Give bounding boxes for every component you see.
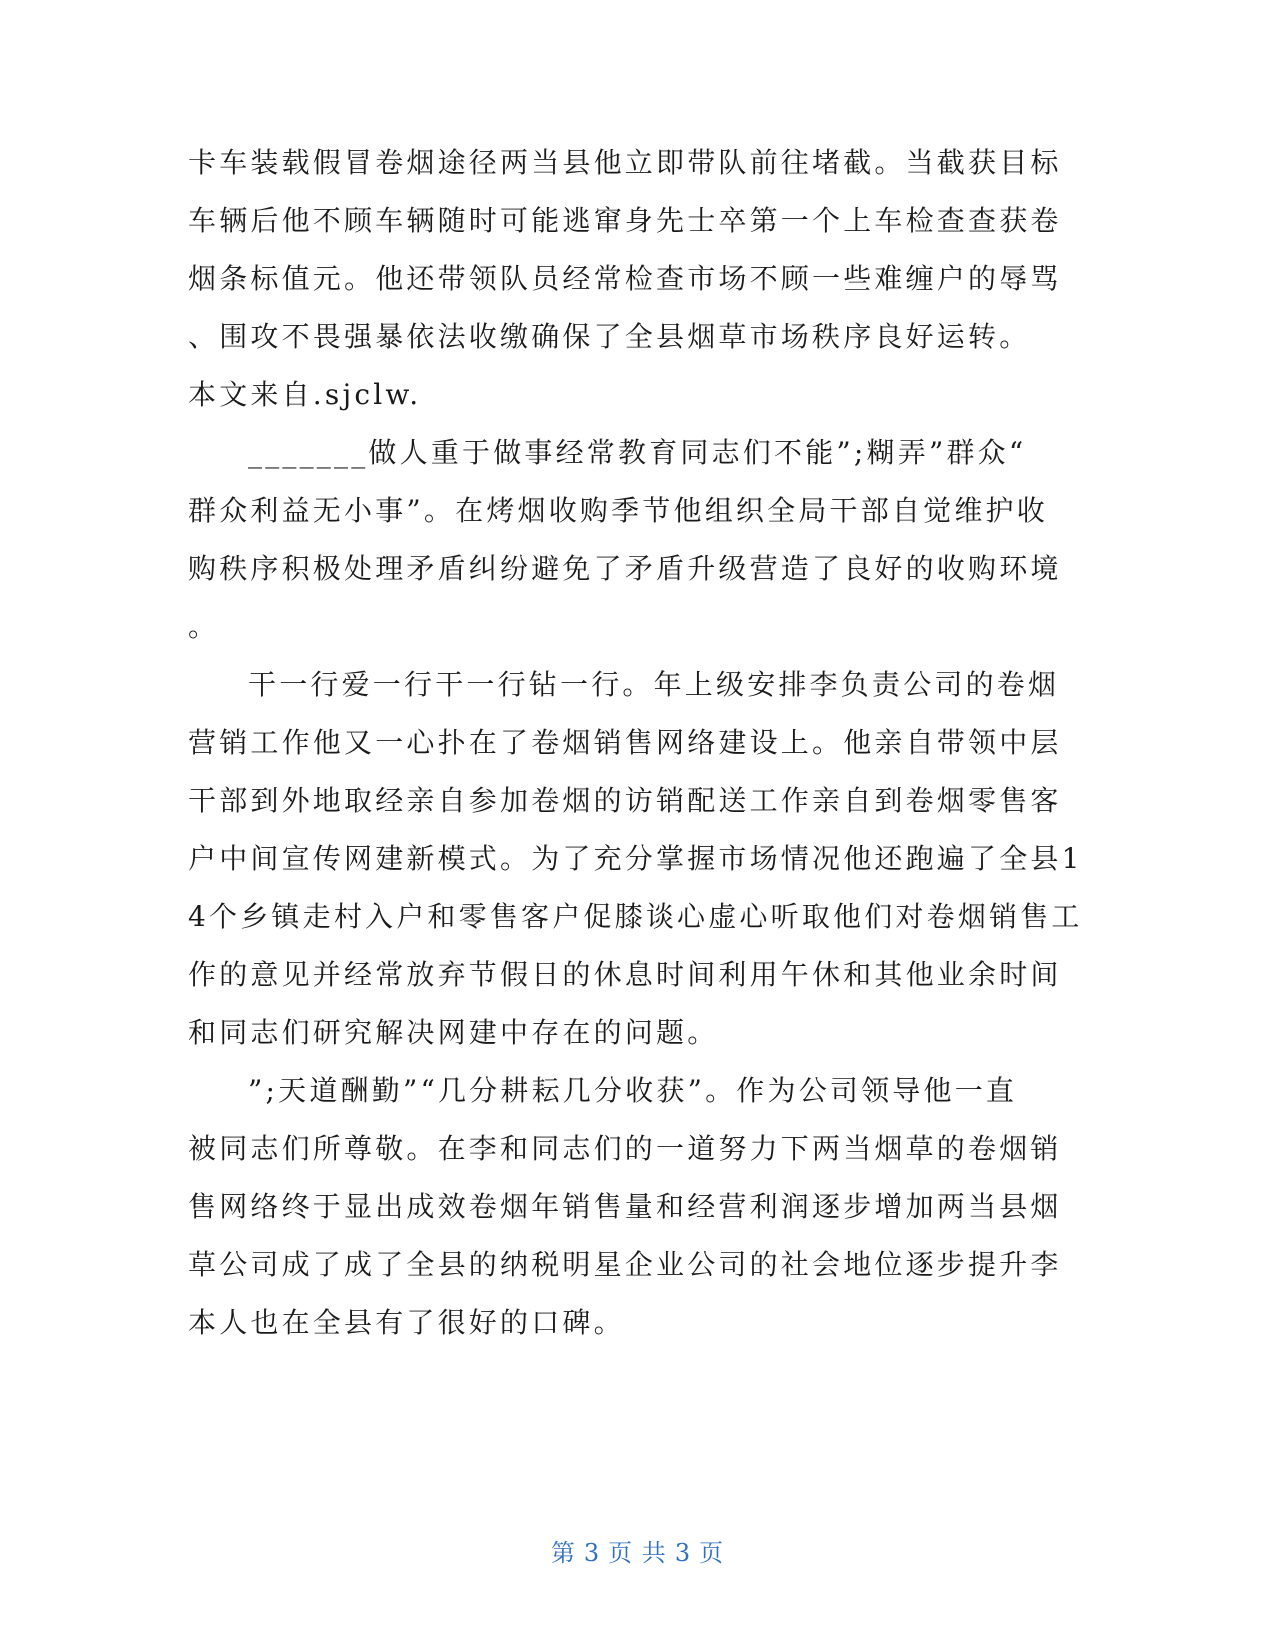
text-line: 卡车装载假冒卷烟途径两当县他立即带队前往堵截。当截获目标	[188, 146, 1062, 179]
footer-suffix: 页	[699, 1539, 725, 1567]
footer-prefix: 第	[550, 1539, 576, 1567]
text-line: 售网络终于显出成效卷烟年销售量和经营利润逐步增加两当县烟	[188, 1190, 1062, 1223]
text-line: 户中间宣传网建新模式。为了充分掌握市场情况他还跑遍了全县1	[188, 842, 1083, 875]
text-line: 购秩序积极处理矛盾纠纷避免了矛盾升级营造了良好的收购环境	[188, 552, 1062, 585]
text-line: 干部到外地取经亲自参加卷烟的访销配送工作亲自到卷烟零售客	[188, 784, 1062, 817]
text-line: 被同志们所尊敬。在李和同志们的一道努力下两当烟草的卷烟销	[188, 1132, 1062, 1165]
text-line: 本人也在全县有了很好的口碑。	[188, 1306, 625, 1339]
text-line: 草公司成了成了全县的纳税明星企业公司的社会地位逐步提升李	[188, 1248, 1062, 1281]
footer-mid: 页 共	[608, 1539, 667, 1567]
current-page-number: 3	[583, 1539, 601, 1567]
text-line: 和同志们研究解决网建中存在的问题。	[188, 1016, 719, 1049]
page-footer	[0, 1533, 1275, 1568]
text-line: 群众利益无小事”。在烤烟收购季节他组织全局干部自觉维护收	[188, 494, 1048, 527]
text-line: 作的意见并经常放弃节假日的休息时间利用午休和其他业余时间	[188, 958, 1062, 991]
text-line: _______做人重于做事经常教育同志们不能”;糊弄”群众“	[248, 436, 1027, 469]
text-line: 营销工作他又一心扑在了卷烟销售网络建设上。他亲自带领中层	[188, 726, 1062, 759]
total-pages-number: 3	[674, 1539, 692, 1567]
text-line: 、围攻不畏强暴依法收缴确保了全县烟草市场秩序良好运转。	[188, 320, 1031, 353]
text-line: 车辆后他不顾车辆随时可能逃窜身先士卒第一个上车检查查获卷	[188, 204, 1062, 237]
text-line: 。	[188, 610, 220, 643]
text-line: 干一行爱一行干一行钻一行。年上级安排李负责公司的卷烟	[248, 668, 1060, 701]
text-line: ”;天道酬勤”“几分耕耘几分收获”。作为公司领导他一直	[248, 1074, 1018, 1107]
text-line: 4个乡镇走村入户和零售客户促膝谈心虚心听取他们对卷烟销售工	[188, 900, 1083, 933]
text-line: 烟条标值元。他还带领队员经常检查市场不顾一些难缠户的辱骂	[188, 262, 1062, 295]
text-line: 本文来自.sjclw.	[188, 378, 422, 411]
